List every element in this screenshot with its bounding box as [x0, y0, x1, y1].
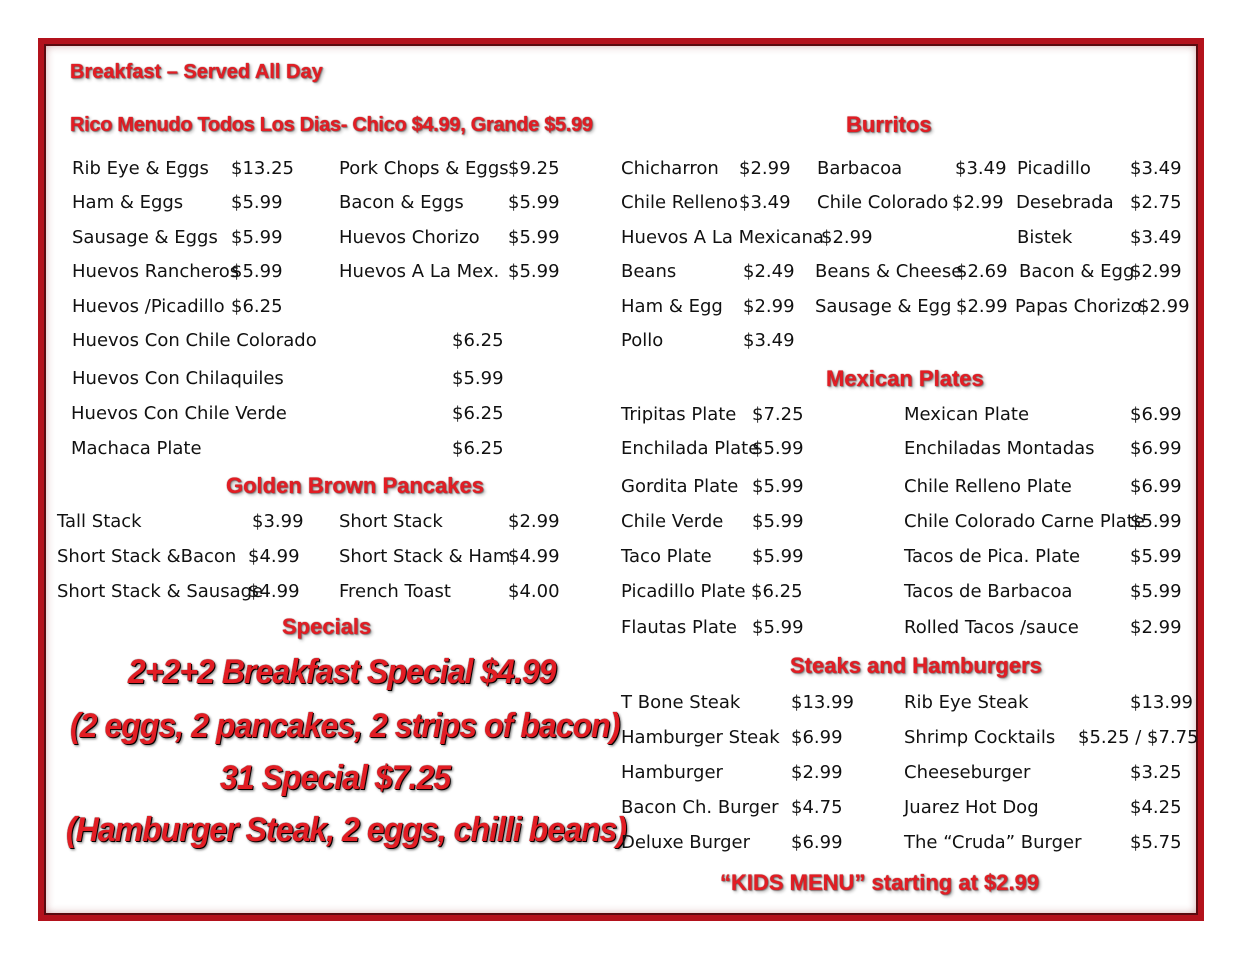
plate-item-name: Mexican Plate	[904, 404, 1030, 425]
breakfast-item-name: Huevos Rancheros	[72, 261, 240, 282]
breakfast-item-price: $5.99	[508, 192, 560, 213]
plate-item-price: $5.99	[1130, 546, 1182, 567]
burrito-item-name: Chile Relleno	[621, 192, 739, 213]
burrito-item-price: $2.49	[743, 261, 795, 282]
special-line-1: 2+2+2 Breakfast Special $4.99	[128, 653, 556, 691]
steak-item-price: $6.99	[791, 832, 843, 853]
burrito-item-name: Beans	[621, 261, 677, 282]
breakfast-item-price: $5.99	[231, 192, 283, 213]
specials-heading: Specials	[282, 614, 372, 639]
burrito-item-price: $2.99	[952, 192, 1004, 213]
pancakes-heading: Golden Brown Pancakes	[226, 473, 484, 498]
steak-item-price: $4.25	[1130, 797, 1182, 818]
breakfast-item-price: $6.25	[452, 403, 504, 424]
pancake-item-name: Tall Stack	[57, 511, 142, 532]
burrito-item-name: Pollo	[621, 330, 664, 351]
plate-item-price: $6.99	[1130, 438, 1182, 459]
menu-title: Breakfast – Served All Day	[70, 61, 323, 83]
steak-item-price: $5.75	[1130, 832, 1182, 853]
steak-item-name: Rib Eye Steak	[904, 692, 1029, 713]
special-line-2: (2 eggs, 2 pancakes, 2 strips of bacon)	[70, 707, 620, 745]
breakfast-item-name: Machaca Plate	[71, 438, 202, 459]
pancake-item-name: Short Stack &Bacon	[57, 546, 237, 567]
burrito-item-name: Bistek	[1017, 227, 1073, 248]
plate-item-price: $6.99	[1130, 476, 1182, 497]
plate-item-name: Chile Colorado Carne Plate	[904, 511, 1145, 532]
breakfast-item-name: Rib Eye & Eggs	[72, 158, 209, 179]
burrito-item-price: $2.75	[1130, 192, 1182, 213]
plate-item-price: $2.99	[1130, 617, 1182, 638]
burritos-heading: Burritos	[846, 112, 932, 137]
kids-menu-note: “KIDS MENU” starting at $2.99	[720, 870, 1040, 895]
steak-item-name: The “Cruda” Burger	[904, 832, 1082, 853]
plate-item-name: Chile Verde	[621, 511, 724, 532]
plate-item-name: Rolled Tacos /sauce	[904, 617, 1079, 638]
steak-item-name: Cheeseburger	[904, 762, 1031, 783]
breakfast-item-price: $5.99	[508, 227, 560, 248]
breakfast-item-name: Huevos Chorizo	[339, 227, 480, 248]
burrito-item-name: Beans & Cheese	[815, 261, 963, 282]
steak-item-name: Hamburger Steak	[621, 727, 780, 748]
special-line-3: 31 Special $7.25	[220, 759, 451, 797]
breakfast-item-price: $5.99	[452, 368, 504, 389]
burrito-item-price: $2.69	[956, 261, 1008, 282]
burrito-item-price: $2.99	[956, 296, 1008, 317]
burrito-item-price: $3.49	[743, 330, 795, 351]
plate-item-name: Flautas Plate	[621, 617, 737, 638]
plate-item-price: $5.99	[1130, 581, 1182, 602]
burrito-item-price: $2.99	[1130, 261, 1182, 282]
pancake-item-name: French Toast	[339, 581, 451, 602]
steak-item-name: Juarez Hot Dog	[904, 797, 1039, 818]
steak-item-price: $4.75	[791, 797, 843, 818]
breakfast-item-name: Huevos Con Chile Verde	[71, 403, 287, 424]
steak-item-name: T Bone Steak	[621, 692, 741, 713]
steak-item-price: $3.25	[1130, 762, 1182, 783]
breakfast-item-name: Pork Chops & Eggs	[339, 158, 509, 179]
plate-item-name: Enchilada Plate	[621, 438, 760, 459]
burrito-item-name: Picadillo	[1017, 158, 1091, 179]
breakfast-item-price: $5.99	[231, 261, 283, 282]
burrito-item-price: $3.49	[1130, 227, 1182, 248]
burrito-item-name: Chicharron	[621, 158, 719, 179]
pancake-item-name: Short Stack & Sausage	[57, 581, 264, 602]
pancake-item-price: $2.99	[508, 511, 560, 532]
breakfast-item-name: Huevos Con Chile Colorado	[72, 330, 317, 351]
plate-item-name: Tripitas Plate	[621, 404, 737, 425]
steak-item-name: Hamburger	[621, 762, 723, 783]
burrito-item-price: $2.99	[743, 296, 795, 317]
plate-item-name: Picadillo Plate	[621, 581, 746, 602]
breakfast-item-name: Huevos A La Mex.	[339, 261, 500, 282]
steak-item-name: Shrimp Cocktails	[904, 727, 1056, 748]
pancake-item-price: $4.99	[248, 546, 300, 567]
steak-item-price: $2.99	[791, 762, 843, 783]
burrito-item-name: Sausage & Egg	[815, 296, 952, 317]
plate-item-price: $6.25	[751, 581, 803, 602]
breakfast-item-price: $6.25	[231, 296, 283, 317]
plate-item-name: Gordita Plate	[621, 476, 739, 497]
burrito-item-price: $3.49	[739, 192, 791, 213]
burrito-item-name: Desebrada	[1016, 192, 1114, 213]
steak-item-price: $5.25 / $7.75	[1078, 727, 1199, 748]
breakfast-item-name: Sausage & Eggs	[72, 227, 218, 248]
burrito-item-name: Huevos A La Mexicana	[621, 227, 824, 248]
steak-item-name: Bacon Ch. Burger	[621, 797, 779, 818]
plate-item-name: Tacos de Pica. Plate	[904, 546, 1081, 567]
burrito-item-price: $2.99	[821, 227, 873, 248]
breakfast-item-price: $5.99	[231, 227, 283, 248]
burrito-item-name: Barbacoa	[817, 158, 903, 179]
plate-item-price: $6.99	[1130, 404, 1182, 425]
pancake-item-price: $3.99	[252, 511, 304, 532]
breakfast-item-name: Huevos /Picadillo	[72, 296, 225, 317]
burrito-item-price: $2.99	[739, 158, 791, 179]
plate-item-price: $5.99	[752, 476, 804, 497]
burrito-item-name: Bacon & Egg	[1019, 261, 1135, 282]
plate-item-name: Taco Plate	[621, 546, 712, 567]
plate-item-price: $5.99	[752, 546, 804, 567]
breakfast-item-price: $6.25	[452, 438, 504, 459]
breakfast-item-name: Bacon & Eggs	[339, 192, 464, 213]
breakfast-item-price: $9.25	[508, 158, 560, 179]
plate-item-price: $5.99	[752, 617, 804, 638]
burrito-item-name: Papas Chorizo	[1015, 296, 1142, 317]
breakfast-item-price: $6.25	[452, 330, 504, 351]
burrito-item-name: Chile Colorado	[817, 192, 949, 213]
special-line-4: (Hamburger Steak, 2 eggs, chilli beans)	[66, 811, 627, 849]
plate-item-name: Tacos de Barbacoa	[904, 581, 1073, 602]
steak-item-name: Deluxe Burger	[621, 832, 750, 853]
pancake-item-price: $4.99	[248, 581, 300, 602]
menudo-line: Rico Menudo Todos Los Dias- Chico $4.99, Grande $5.99	[70, 114, 593, 136]
pancake-item-name: Short Stack & Ham	[339, 546, 511, 567]
breakfast-item-name: Ham & Eggs	[72, 192, 184, 213]
pancake-item-price: $4.99	[508, 546, 560, 567]
plate-item-price: $5.99	[752, 511, 804, 532]
steak-item-price: $13.99	[791, 692, 854, 713]
mexican-plates-heading: Mexican Plates	[826, 366, 984, 391]
burrito-item-price: $2.99	[1138, 296, 1190, 317]
steak-item-price: $6.99	[791, 727, 843, 748]
plate-item-name: Enchiladas Montadas	[904, 438, 1095, 459]
burrito-item-name: Ham & Egg	[621, 296, 723, 317]
plate-item-price: $7.25	[752, 404, 804, 425]
steaks-heading: Steaks and Hamburgers	[790, 653, 1042, 678]
burrito-item-price: $3.49	[1130, 158, 1182, 179]
burrito-item-price: $3.49	[955, 158, 1007, 179]
steak-item-price: $13.99	[1130, 692, 1193, 713]
pancake-item-price: $4.00	[508, 581, 560, 602]
plate-item-price: $5.99	[752, 438, 804, 459]
plate-item-price: $5.99	[1130, 511, 1182, 532]
pancake-item-name: Short Stack	[339, 511, 443, 532]
plate-item-name: Chile Relleno Plate	[904, 476, 1072, 497]
breakfast-item-price: $13.25	[231, 158, 294, 179]
breakfast-item-name: Huevos Con Chilaquiles	[72, 368, 284, 389]
breakfast-item-price: $5.99	[508, 261, 560, 282]
